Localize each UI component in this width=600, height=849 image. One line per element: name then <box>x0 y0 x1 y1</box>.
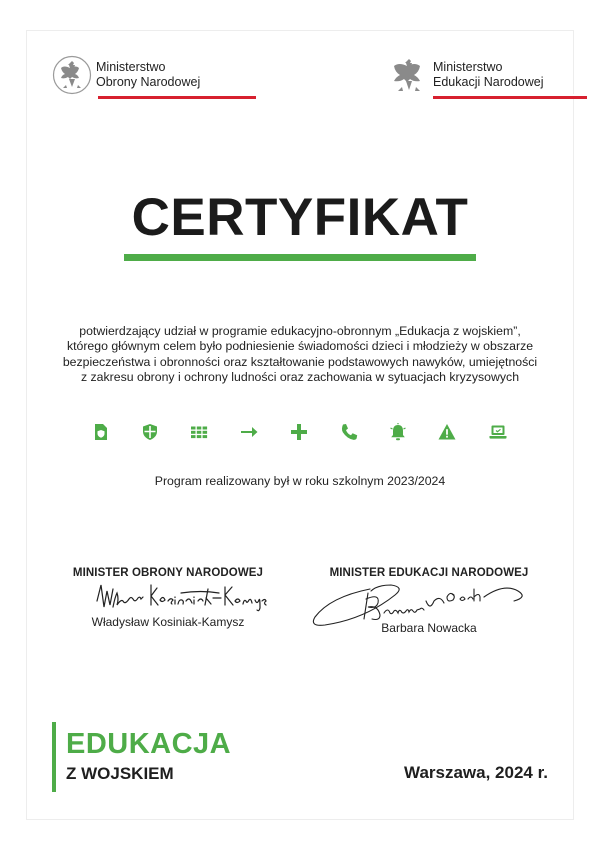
arrow-right-icon <box>240 423 258 441</box>
shield-icon <box>141 423 159 441</box>
flag-stripe <box>433 94 587 99</box>
signature-block-defence <box>53 567 283 629</box>
body-line: z zakresu obrony i ochrony ludności oraz zachowania w sytuacjach kryzysowych <box>80 370 520 385</box>
ministry-education-line1: Ministerstwo <box>433 60 503 74</box>
body-line: bezpieczeństwa i obronności oraz kształtowanie podstawowych nawyków, umiejętności <box>62 354 538 369</box>
program-year-note: Program realizowany był w roku szkolnym 2023/2024 <box>154 474 446 488</box>
ministry-defence-line2: Obrony Narodowej <box>96 75 201 89</box>
ministry-education-line2: Edukacji Narodowej <box>433 75 544 89</box>
eagle-emblem-icon <box>52 54 92 96</box>
signatory-role: MINISTER EDUKACJI NARODOWEJ <box>329 567 529 579</box>
ammunition-icon <box>190 423 208 441</box>
place-and-date: Warszawa, 2024 r. <box>404 763 548 782</box>
warning-icon <box>438 423 456 441</box>
signature-block-education <box>314 567 544 635</box>
signatory-role: MINISTER OBRONY NARODOWEJ <box>72 567 264 579</box>
certificate-title: CERTYFIKAT <box>131 188 469 247</box>
phone-icon <box>340 423 358 441</box>
handwritten-signature <box>308 579 538 627</box>
program-logo-line1: EDUKACJA <box>66 728 232 760</box>
certificate-body <box>40 324 560 386</box>
alarm-bell-icon <box>389 423 407 441</box>
laptop-icon <box>489 423 507 441</box>
logo-accent-bar <box>52 722 56 792</box>
first-aid-cross-icon <box>290 423 308 441</box>
signatory-name: Barbara Nowacka <box>381 621 477 635</box>
body-line: potwierdzający udział w programie edukacyjno-obronnym „Edukacja z wojskiem”, <box>79 324 521 338</box>
title-underline <box>124 254 476 261</box>
signatory-name: Władysław Kosiniak-Kamysz <box>91 615 245 629</box>
handwritten-signature <box>63 579 273 615</box>
body-line: którego głównym celem było podniesienie świadomości dzieci i młodzieży w obszarze <box>66 339 534 354</box>
icon-row <box>0 423 600 441</box>
flag-stripe <box>98 94 256 99</box>
ministry-defence-header <box>52 54 200 96</box>
document-shield-icon <box>92 423 110 441</box>
eagle-emblem-icon <box>389 54 429 96</box>
ministry-defence-line1: Ministerstwo <box>96 60 166 74</box>
program-logo-line2: Z WOJSKIEM <box>66 764 174 783</box>
ministry-education-header <box>389 54 543 96</box>
